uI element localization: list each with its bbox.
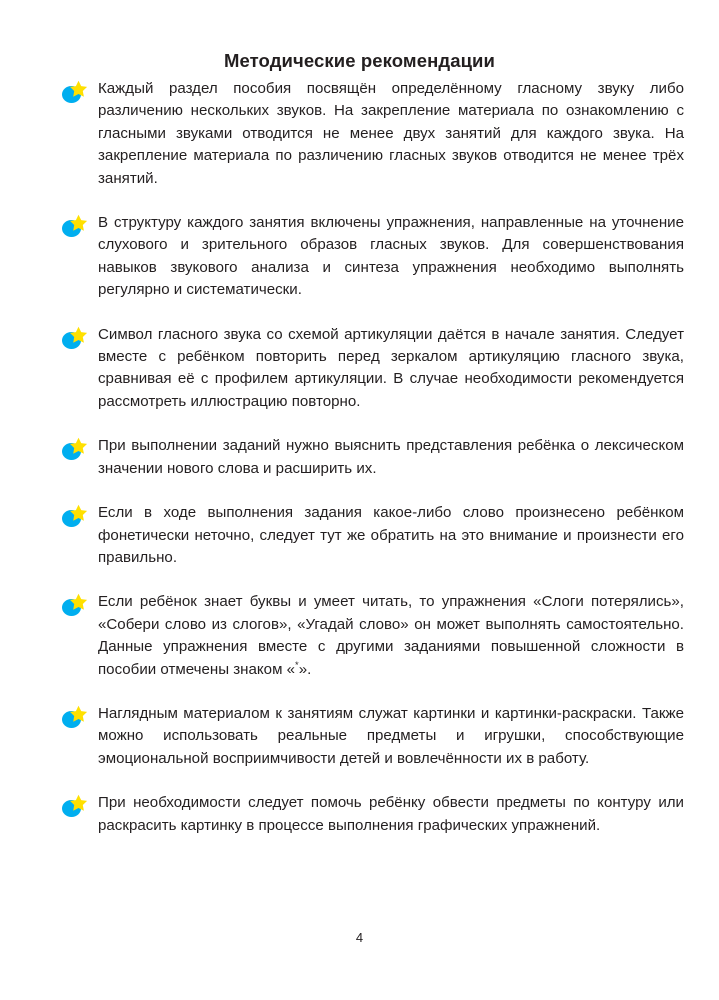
page-number: 4 (355, 930, 364, 945)
blue-circle-yellow-star-bullet-icon (60, 593, 88, 619)
blue-circle-yellow-star-bullet-icon (60, 794, 88, 820)
list-item (60, 792, 684, 837)
page-title: Методические рекомендации (223, 50, 496, 72)
recommendations-list (60, 78, 684, 837)
blue-circle-yellow-star-bullet-icon (60, 326, 88, 352)
list-item (60, 324, 684, 414)
list-item (60, 212, 684, 302)
recommendation-text: Символ гласного звука со схемой артикуляции даётся в начале занятия. Следует вместе с ребёнком повторить перед зеркалом артикуляцию гласного звука, сравнивая её с профилем артикуляции. В случае необходимости рекомендуется рассмотреть иллюстрацию повторно. (98, 325, 684, 410)
blue-circle-yellow-star-bullet-icon (60, 437, 88, 463)
blue-circle-yellow-star-bullet-icon (60, 504, 88, 530)
recommendation-text: В структуру каждого занятия включены упражнения, направленные на уточнение слухового и зрительного образов гласных звуков. Для совершенствования навыков звукового анализа и синтеза упражнения необходимо выполнять регулярно и систематически. (98, 214, 684, 299)
blue-circle-yellow-star-bullet-icon (60, 214, 88, 240)
recommendation-text: При необходимости следует помочь ребёнку обвести предметы по контуру или раскрасить картинку в процессе выполнения графических упражнений. (98, 794, 684, 834)
recommendation-text (98, 591, 684, 681)
recommendation-text: Если в ходе выполнения задания какое-либо слово произнесено ребёнком фонетически неточно, следует тут же обратить на это внимание и произнести его правильно. (98, 504, 684, 566)
recommendation-text-part: Если ребёнок знает буквы и умеет читать, то упражнения «Слоги потерялись», «Собери слово из слогов», «Угадай слово» он может выполнять самостоятельно. Данные упражнения вместе с другими заданиями повышенной сложности в пособии отмечены знаком « (98, 593, 684, 678)
blue-circle-yellow-star-bullet-icon (60, 705, 88, 731)
list-item (60, 78, 684, 190)
recommendation-text-part: ». (298, 660, 312, 678)
recommendation-text: Каждый раздел пособия посвящён определённому гласному звуку либо различению нескольких звуков. На закрепление материала по ознакомлению с гласными звуками отводится не менее двух занятий для каждого звука. На закрепление материала по различению гласных звуков отводится не менее трёх занятий. (98, 80, 684, 187)
list-item (60, 435, 684, 480)
list-item (60, 591, 684, 681)
recommendation-text: При выполнении заданий нужно выяснить представления ребёнка о лексическом значении нового слова и расширить их. (98, 437, 684, 477)
list-item (60, 502, 684, 569)
list-item (60, 703, 684, 770)
recommendation-text: Наглядным материалом к занятиям служат картинки и картинки-раскраски. Также можно использовать реальные предметы и игрушки, способствующие эмоциональной восприимчивости детей и вовлечённости их в работу. (98, 704, 684, 767)
blue-circle-yellow-star-bullet-icon (60, 80, 88, 106)
asterisk-mark: * (295, 659, 299, 670)
